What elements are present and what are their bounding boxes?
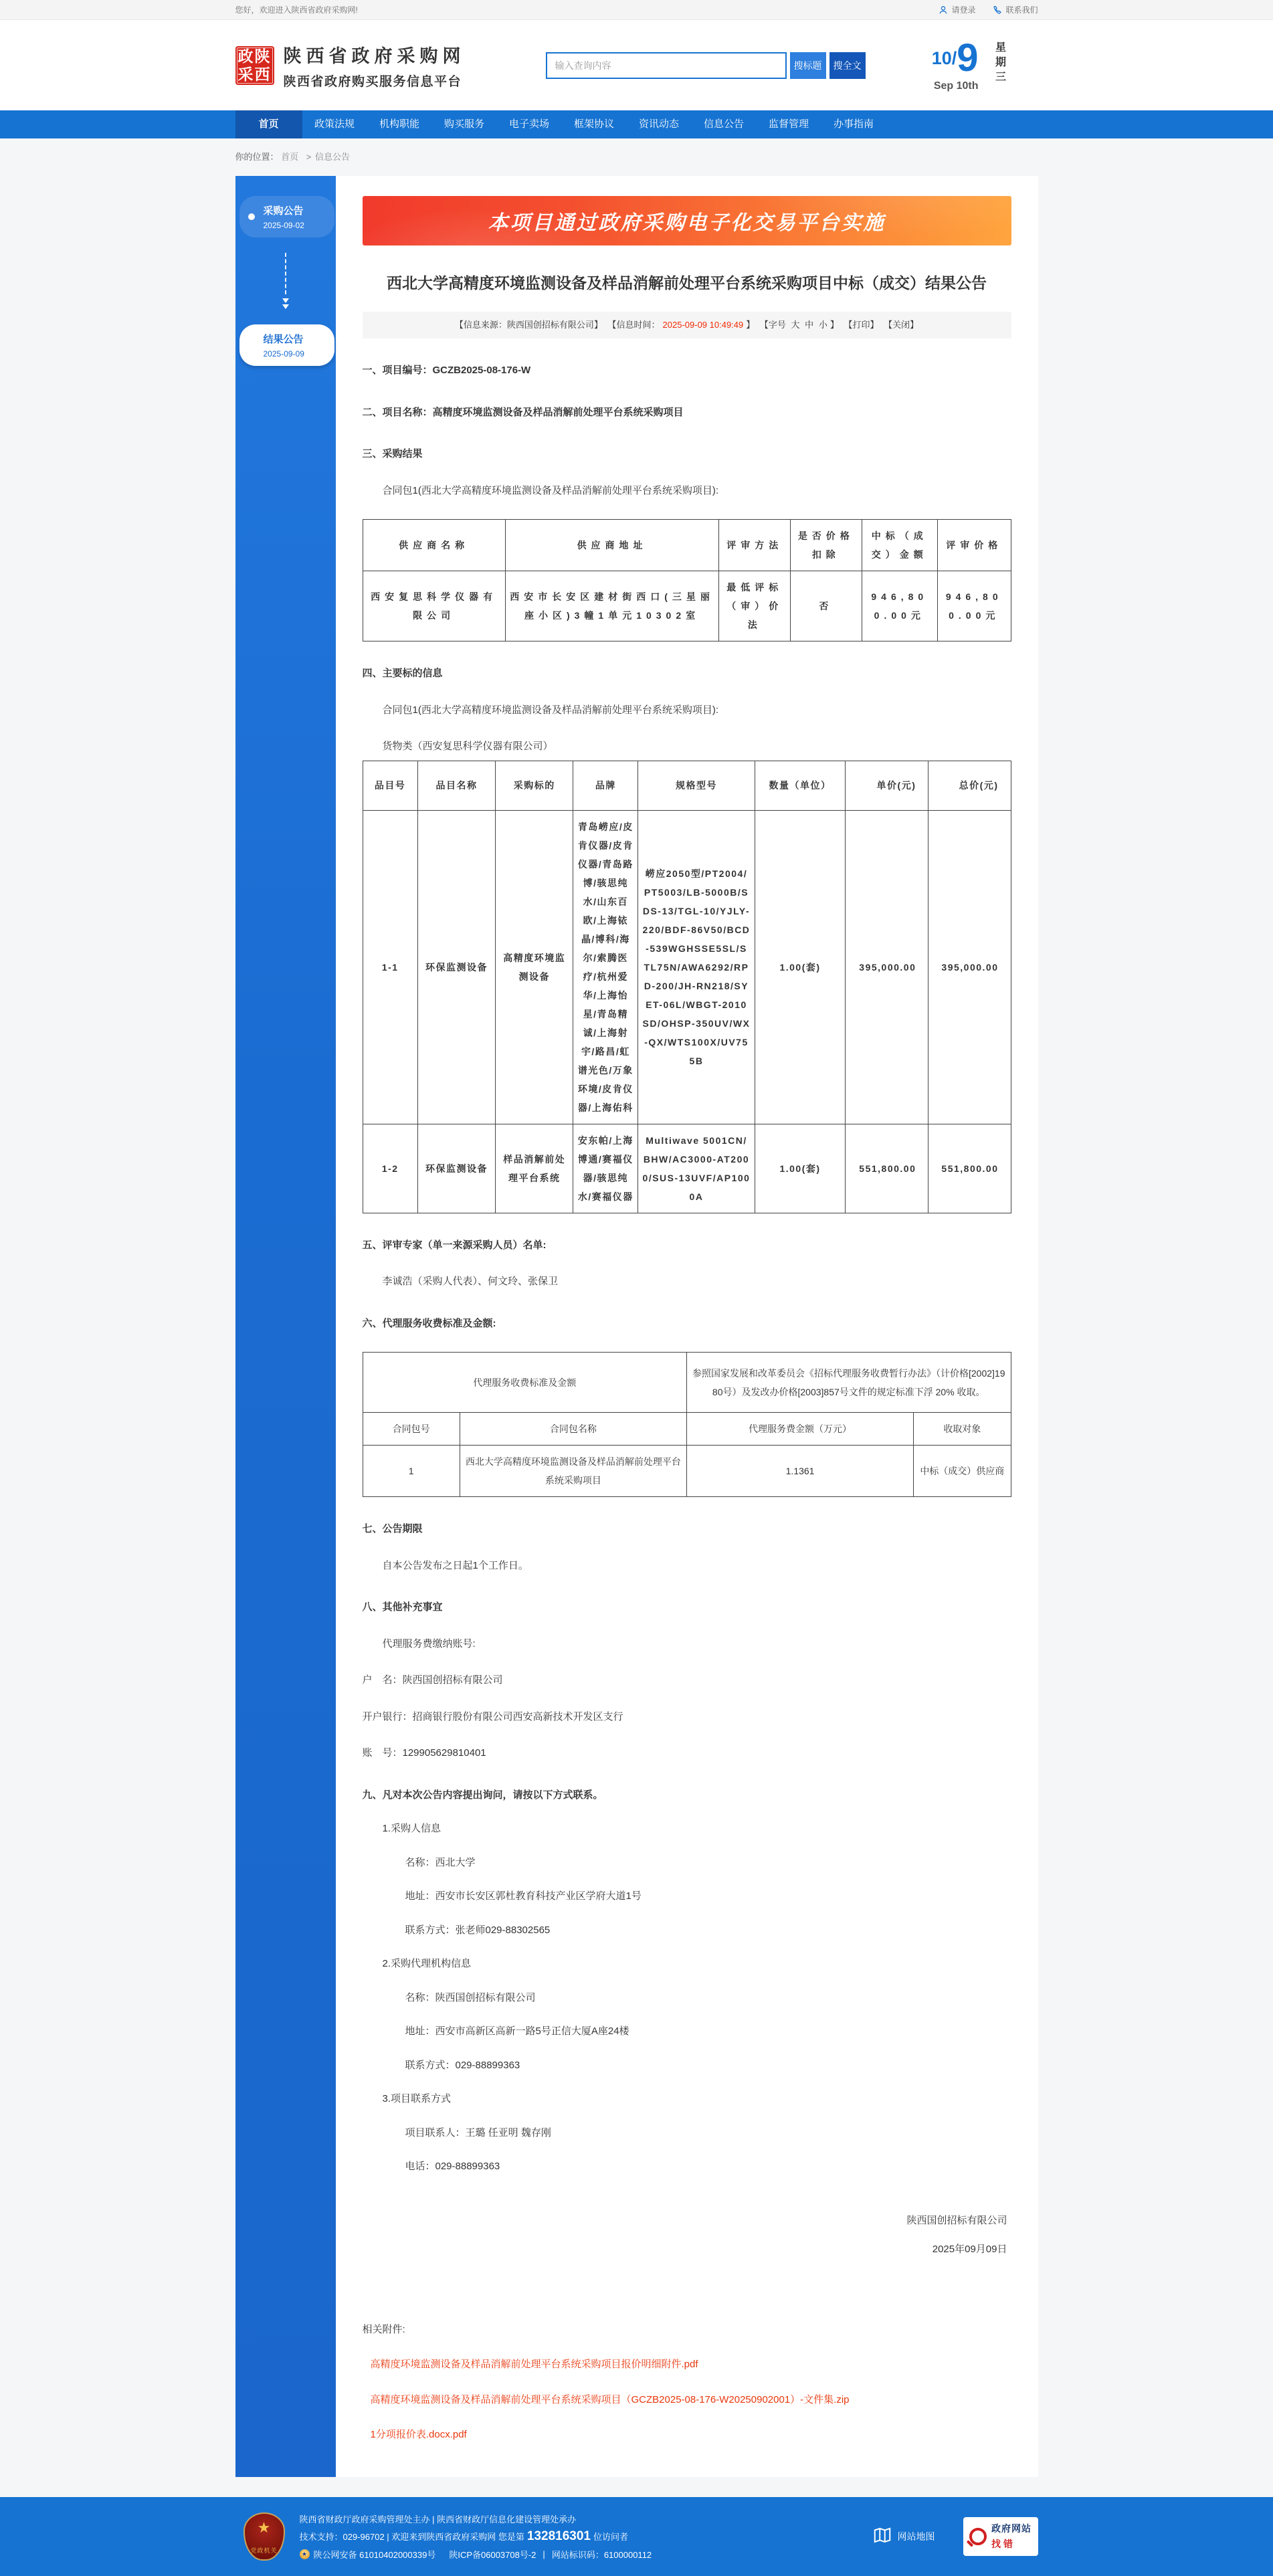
table-row: 西安复思科学仪器有限公司 西安市长安区建材街西口(三星丽座小区)3幢1单元10302室 最低评标（审）价法 否 946,800.00元 946,800.00元: [363, 571, 1011, 641]
icp-number[interactable]: 陕ICP备06003708号-2: [449, 2549, 536, 2560]
content-area: [235, 176, 1038, 2477]
meta-fontsize-suffix: 】: [829, 320, 839, 330]
beian-number[interactable]: 陕公网安备 61010402000339号: [313, 2549, 436, 2560]
bank-line: 开户银行：招商银行股份有限公司西安高新技术开发区支行: [362, 1710, 623, 1722]
section-8-heading: 八、其他补充事宜: [362, 1601, 443, 1613]
nav-item-home[interactable]: 首页: [235, 110, 302, 138]
project-contact-persons: 项目联系人：王璐 任亚明 魏存刚: [405, 2126, 551, 2139]
site-subtitle: 陕西省政府购买服务信息平台: [283, 74, 462, 89]
procurement-result-table: [363, 519, 1011, 641]
search-title-button[interactable]: 搜标题: [790, 52, 826, 79]
sidebar-item-result-announcement[interactable]: 结果公告 2025-09-09: [239, 324, 334, 366]
section-4-heading: 四、主要标的信息: [362, 668, 443, 679]
table-header-row: 合同包号 合同包名称 代理服务费金额（万元） 收取对象: [363, 1413, 1011, 1446]
meta-time-suffix: 】: [746, 320, 755, 330]
site-title: 陕西省政府采购网: [283, 45, 466, 66]
section-6-heading: 六、代理服务收费标准及金额:: [362, 1317, 496, 1329]
footer-organizer-line: 陕西省财政厅政府采购管理处主办 | 陕西省财政厅信息化建设管理处承办: [299, 2514, 577, 2524]
timeline-dot: [248, 342, 255, 349]
attachments-label: 相关附件:: [362, 2323, 405, 2335]
site-logo[interactable]: [235, 41, 466, 90]
signature-date: 2025年09月09日: [932, 2244, 1007, 2255]
purchaser-name: 名称：西北大学: [405, 1856, 476, 1868]
purchaser-contact: 联系方式：张老师029-88302565: [405, 1924, 551, 1936]
breadcrumb-current-link[interactable]: 信息公告: [315, 152, 351, 162]
article-main: [336, 176, 1038, 2477]
article-meta-bar: [363, 312, 1011, 338]
fontsize-medium-button[interactable]: 中: [805, 320, 814, 330]
nav-item-guide[interactable]: 办事指南: [833, 118, 874, 130]
table-row: 1-2 环保监测设备 样品消解前处理平台系统 安东帕/上海博通/赛福仪器/骇思纯水/赛福仪器 Multiwave 5001CN/BHW/AC3000-AT2000/SUS-13UVF/AP1000A 1.00(套) 551,800.00 551,800.00: [363, 1124, 1011, 1213]
table-header-row: 品目号 品目名称 采购标的 品牌 规格型号 数量（单位） 单价(元) 总价(元): [363, 761, 1011, 810]
government-emblem-icon: ★ 党政机关: [243, 2512, 285, 2561]
project-contact-phone: 电话：029-88899363: [405, 2161, 500, 2172]
agency-address: 地址：西安市高新区高新一路5号正信大厦A座24楼: [405, 2025, 629, 2037]
meta-source: 【信息来源：陕西国创招标有限公司】: [454, 320, 603, 330]
meta-time-prefix: 【信息时间：: [607, 320, 660, 330]
gov-site-error-report-badge[interactable]: 政府网站 找错: [963, 2517, 1038, 2556]
timeline-sidebar: [235, 176, 336, 2477]
date-month: 10/: [931, 47, 957, 68]
section-4-note-1: 合同包1(西北大学高精度环境监测设备及样品消解前处理平台系统采购项目):: [382, 704, 719, 716]
agency-info-title: 2.采购代理机构信息: [382, 1958, 472, 1969]
project-contact-title: 3.项目联系方式: [382, 2093, 452, 2104]
date-widget: [931, 35, 1038, 92]
attachment-link-pdf[interactable]: 高精度环境监测设备及样品消解前处理平台系统采购项目报价明细附件.pdf: [370, 2359, 698, 2370]
agency-fee-table: [363, 1352, 1011, 1497]
agency-name: 名称：陕西国创招标有限公司: [405, 1991, 536, 2003]
section-1-heading: 一、项目编号：GCZB2025-08-176-W: [362, 365, 531, 376]
site-code: 网站标识码：6100000112: [551, 2549, 652, 2560]
date-english: Sep 10th: [933, 80, 979, 92]
welcome-text: 您好，欢迎进入陕西省政府采购网!: [235, 5, 358, 15]
topbar: [0, 0, 1273, 20]
date-weekday: 星期三: [993, 41, 1005, 86]
section-3-note: 合同包1(西北大学高精度环境监测设备及样品消解前处理平台系统采购项目):: [382, 484, 719, 496]
signature-company: 陕西国创招标有限公司: [906, 2214, 1007, 2226]
sitemap-icon: [872, 2525, 892, 2547]
sitemap-link[interactable]: 网站地图: [872, 2525, 935, 2547]
main-nav: [0, 110, 1273, 138]
purchaser-address: 地址：西安市长安区郭杜教育科技产业区学府大道1号: [405, 1890, 642, 1902]
section-4-note-2: 货物类（西安复思科学仪器有限公司）: [382, 740, 553, 752]
breadcrumb-home-link[interactable]: 首页: [281, 152, 299, 162]
section-7-heading: 七、公告期限: [362, 1523, 423, 1534]
attachments-section: [363, 2320, 1011, 2445]
page-title: 西北大学高精度环境监测设备及样品消解前处理平台系统采购项目中标（成交）结果公告: [387, 274, 987, 292]
table-row: 1-1 环保监测设备 高精度环境监测设备 青岛崂应/皮肯仪器/皮肯仪器/青岛路博/骇思纯水/山东百欧/上海铱晶/博科/海尔/索腾医疗/杭州爱华/上海怡星/青岛精诚/上海射宇/路昌/虹谱光色/万象环境/皮肯仪器/上海佑科 崂应2050型/PT2004/PT5003/LB-5000B/SDS-13/TGL-10/YJLY-220/BDF-86V50/BCD-539WGHSSE5SL/STL75N/AWA6292/RPD-200/JH-RN218/SYET-06L/WBGT-2010SD/OHSP-350UV/WX-QX/WTS100X/UV755B 1.00(套) 395,000.00 395,000.00: [363, 810, 1011, 1124]
breadcrumb-prefix: 你的位置：: [235, 152, 279, 162]
section-5-heading: 五、评审专家（单一来源采购人员）名单:: [362, 1239, 547, 1251]
table-row: 1 西北大学高精度环境监测设备及样品消解前处理平台系统采购项目 1.1361 中标（成交）供应商: [363, 1446, 1011, 1497]
close-button[interactable]: 【关闭】: [884, 320, 919, 330]
site-footer: [0, 2497, 1273, 2576]
search-input[interactable]: [546, 52, 787, 79]
table-row: 代理服务收费标准及金额 参照国家发展和改革委员会《招标代理服务收费暂行办法》（计价格[2002]1980号）及发改办价格[2003]857号文件的规定标准下浮 20% 收取。: [363, 1353, 1011, 1413]
nav-item-functions[interactable]: 机构职能: [379, 118, 419, 130]
magnifier-icon: [969, 2528, 987, 2545]
print-button[interactable]: 【打印】: [844, 320, 879, 330]
timeline-arrow-icon: [235, 237, 336, 324]
account-number-line: 账 号：129905629810401: [362, 1747, 486, 1759]
section-7-note: 自本公告发布之日起1个工作日。: [382, 1559, 528, 1571]
nav-item-purchase-service[interactable]: 购买服务: [444, 118, 484, 130]
contact-link[interactable]: 联系我们: [993, 4, 1038, 15]
agency-contact: 联系方式：029-88899363: [405, 2059, 520, 2071]
section-9-heading: 九、凡对本次公告内容提出询问，请按以下方式联系。: [362, 1789, 603, 1801]
site-header: [0, 20, 1273, 110]
meta-fontsize-prefix: 【字号: [759, 320, 786, 330]
attachment-link-quote-pdf[interactable]: 1分项报价表.docx.pdf: [370, 2429, 467, 2440]
fontsize-large-button[interactable]: 大: [791, 320, 800, 330]
fontsize-small-button[interactable]: 小: [818, 320, 827, 330]
nav-item-news[interactable]: 资讯动态: [638, 118, 679, 130]
footer-beian-line: ★ 陕公网安备 61010402000339号 陕ICP备06003708号-2 | 网站标识码：6100000112: [300, 2548, 652, 2561]
police-badge-icon: ★: [300, 2549, 310, 2559]
footer-visitor-line: 技术支持：029-96702 | 欢迎来到陕西省政府采购网 您是第 132816301 位访问者: [299, 2529, 629, 2543]
timeline-dot: [248, 213, 255, 220]
section-5-note: 李诚浩（采购人代表）、何文玲、张保卫: [382, 1276, 559, 1287]
login-link[interactable]: 请登录: [939, 4, 975, 15]
nav-item-framework[interactable]: 框架协议: [573, 118, 614, 130]
signature-block: [363, 2206, 1011, 2264]
visitor-count: 132816301: [526, 2529, 591, 2543]
search-fulltext-button[interactable]: 搜全文: [829, 52, 866, 79]
user-icon: [939, 5, 948, 15]
eplatform-banner: 本项目通过政府采购电子化交易平台实施: [363, 196, 1011, 245]
date-day: 9: [957, 35, 979, 80]
meta-time: 2025-09-09 10:49:49: [662, 320, 744, 330]
logo-seal-icon: 政陕 采西: [235, 46, 274, 85]
account-name-line: 户 名：陕西国创招标有限公司: [362, 1674, 503, 1686]
section-3-heading: 三、采购结果: [362, 448, 423, 460]
section-8-note: 代理服务费缴纳账号:: [382, 1638, 476, 1650]
table-header-row: 供应商名称 供应商地址 评审方法 是否价格扣除 中标（成交）金额 评审价格: [363, 520, 1011, 571]
section-2-heading: 二、项目名称：高精度环境监测设备及样品消解前处理平台系统采购项目: [362, 406, 684, 418]
purchaser-info-title: 1.采购人信息: [382, 1823, 442, 1834]
nav-item-announcements[interactable]: 信息公告: [703, 118, 744, 130]
breadcrumb-separator: >: [306, 152, 312, 162]
bid-items-table: [363, 761, 1011, 1213]
breadcrumb: [235, 138, 1038, 176]
nav-item-e-market[interactable]: 电子卖场: [508, 118, 549, 130]
attachment-link-zip[interactable]: 高精度环境监测设备及样品消解前处理平台系统采购项目（GCZB2025-08-176-W20250902001）-文件集.zip: [370, 2393, 850, 2405]
sidebar-item-purchase-announcement[interactable]: 采购公告 2025-09-02: [239, 196, 334, 237]
nav-item-policy[interactable]: 政策法规: [314, 118, 355, 130]
nav-item-supervision[interactable]: 监督管理: [768, 118, 809, 130]
search-bar: [546, 52, 866, 79]
phone-icon: [993, 5, 1002, 15]
